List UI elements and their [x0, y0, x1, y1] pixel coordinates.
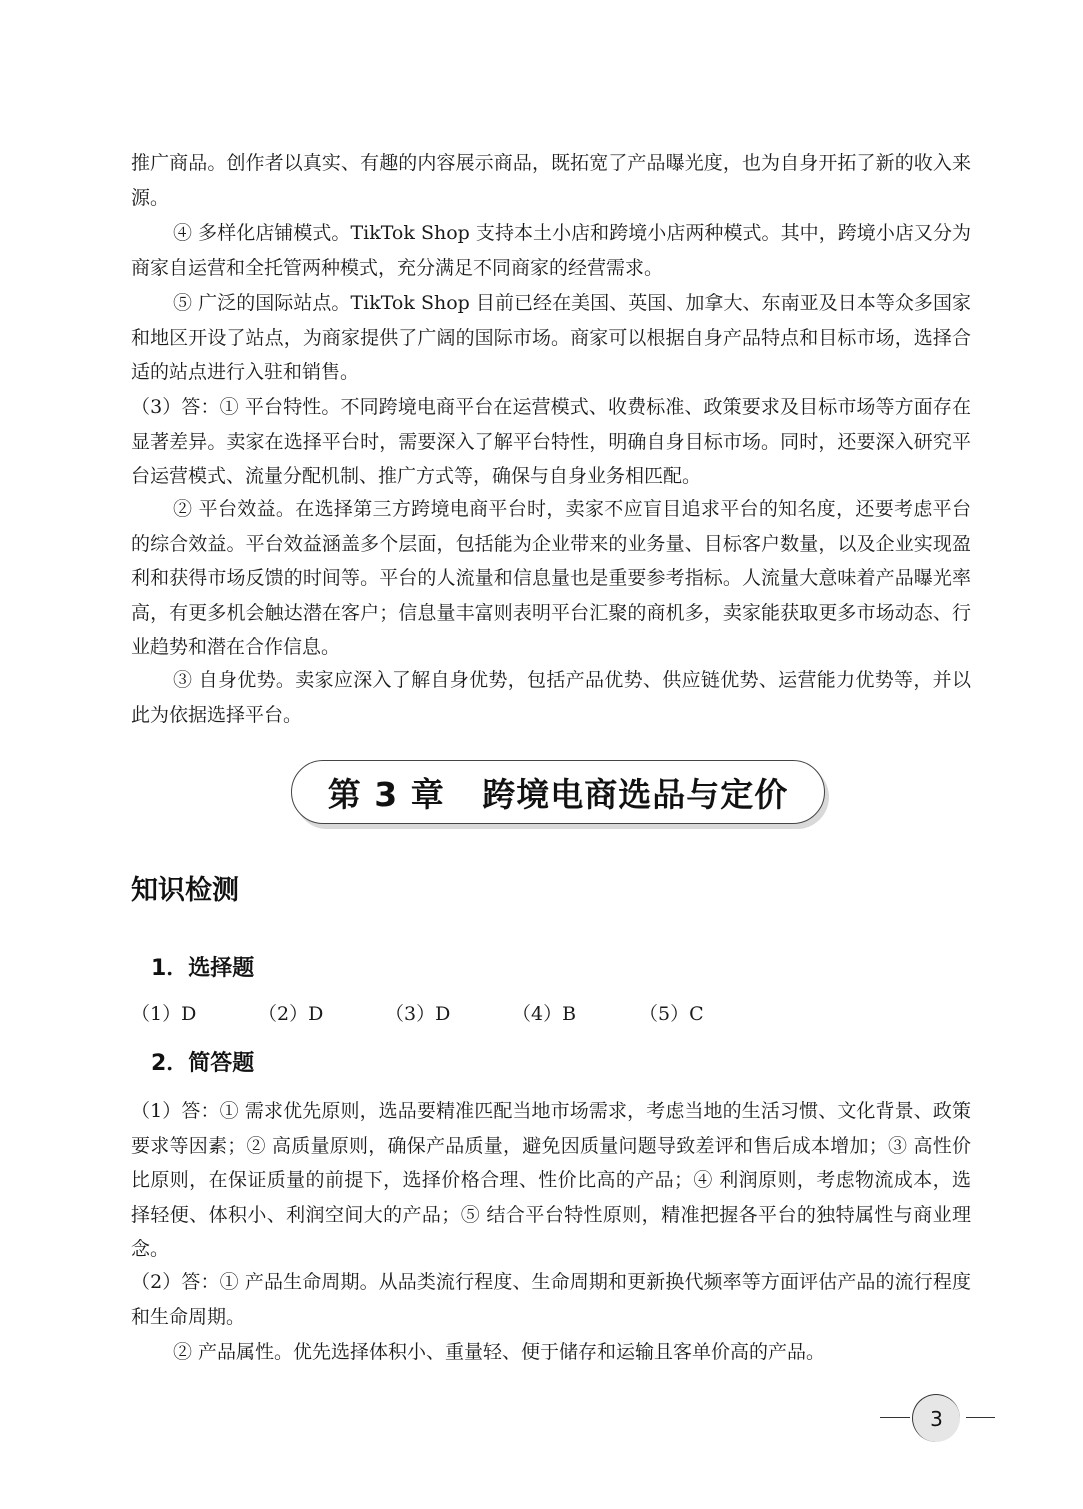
paragraph-product-attributes: ② 产品属性。优先选择体积小、重量轻、便于储存和运输且客单价高的产品。 [173, 1341, 826, 1363]
choice-answer: （4）B [512, 1003, 577, 1025]
paragraph-international-sites: ⑤ 广泛的国际站点。TikTok Shop 目前已经在美国、英国、加拿大、东南亚及日本等众多国家和地区开设了站点，为商家提供了广阔的国际市场。商家可以根据自身产品特点和目标市场，选择合适的站点进行入驻和销售。 [131, 292, 971, 383]
chapter-banner [291, 760, 825, 824]
chapter-title: 第 3 章 跨境电商选品与定价 [327, 774, 789, 814]
page-number-rule-left [880, 1417, 910, 1418]
paragraph-promotion: 推广商品。创作者以真实、有趣的内容展示商品，既拓宽了产品曝光度，也为自身开拓了新的收入来源。 [131, 152, 971, 209]
paragraph-answer-3-platform: （3）答：① 平台特性。不同跨境电商平台在运营模式、收费标准、政策要求及目标市场等方面存在显著差异。卖家在选择平台时，需要深入了解平台特性，明确自身目标市场。同时，还要深入研究平台运营模式、流量分配机制、推广方式等，确保与自身业务相匹配。 [131, 396, 971, 487]
choice-answer: （2）D [258, 1003, 324, 1025]
choice-heading: 1．选择题 [151, 956, 255, 981]
short-answer-heading: 2．简答题 [151, 1051, 255, 1076]
paragraph-answer-1: （1）答：① 需求优先原则，选品要精准匹配当地市场需求，考虑当地的生活习惯、文化背景、政策要求等因素；② 高质量原则，确保产品质量，避免因质量问题导致差评和售后成本增加；③ 高性价比原则，在保证质量的前提下，选择价格合理、性价比高的产品；④ 利润原则，考虑物流成本，选择轻便、体积小、利润空间大的产品；⑤ 结合平台特性原则，精准把握各平台的独特属性与商业理念。 [131, 1100, 971, 1260]
page-number: 3 [912, 1394, 960, 1442]
paragraph-answer-2: （2）答：① 产品生命周期。从品类流行程度、生命周期和更新换代频率等方面评估产品的流行程度和生命周期。 [131, 1271, 971, 1328]
paragraph-platform-benefit: ② 平台效益。在选择第三方跨境电商平台时，卖家不应盲目追求平台的知名度，还要考虑平台的综合效益。平台效益涵盖多个层面，包括能为企业带来的业务量、目标客户数量，以及企业实现盈利和获得市场反馈的时间等。平台的人流量和信息量也是重要参考指标。人流量大意味着产品曝光率高，有更多机会触达潜在客户；信息量丰富则表明平台汇聚的商机多，卖家能获取更多市场动态、行业趋势和潜在合作信息。 [131, 498, 971, 658]
paragraph-own-advantage: ③ 自身优势。卖家应深入了解自身优势，包括产品优势、供应链优势、运营能力优势等，并以此为依据选择平台。 [131, 669, 971, 726]
choice-answer: （5）C [639, 1003, 704, 1025]
page-number-rule-right [966, 1417, 995, 1418]
choice-answer: （3）D [385, 1003, 451, 1025]
section-heading: 知识检测 [131, 875, 239, 906]
choice-answer: （1）D [131, 1003, 197, 1025]
page-number-badge [880, 1392, 995, 1442]
paragraph-store-modes: ④ 多样化店铺模式。TikTok Shop 支持本土小店和跨境小店两种模式。其中，跨境小店又分为商家自运营和全托管两种模式，充分满足不同商家的经营需求。 [131, 222, 971, 279]
choice-answers [131, 998, 766, 1030]
